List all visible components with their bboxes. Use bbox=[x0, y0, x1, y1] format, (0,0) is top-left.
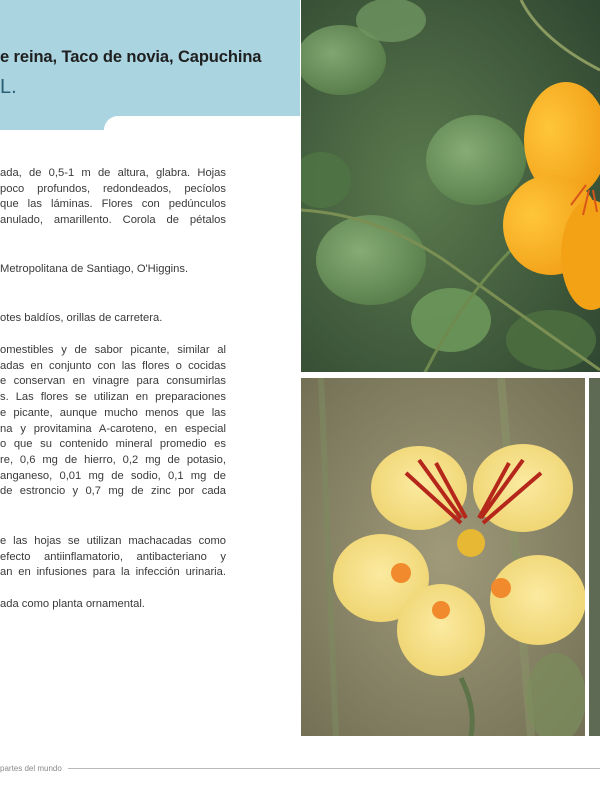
medicinal-paragraph bbox=[0, 534, 226, 581]
text-line: ada como planta ornamental. bbox=[0, 598, 145, 610]
nasturtium-yellow-photo bbox=[301, 378, 585, 736]
footer-text: partes del mundo bbox=[0, 764, 62, 773]
text-line: anganeso, 0,01 mg de sodio, 0,1 mg de bbox=[0, 469, 226, 482]
text-line: efecto antiinflamatorio, antibacteriano y bbox=[0, 550, 226, 563]
footer-divider bbox=[68, 768, 600, 769]
text-line: e picante, aunque mucho menos que las bbox=[0, 406, 226, 419]
text-line: o que su contenido mineral promedio es bbox=[0, 438, 226, 451]
nasturtium-orange-photo bbox=[301, 0, 600, 372]
text-line: s. Las flores se utilizan en preparaciones bbox=[0, 391, 226, 404]
text-line: adas en conjunto con las flores o cocidas bbox=[0, 359, 226, 372]
text-line: otes baldíos, orillas de carretera. bbox=[0, 312, 163, 324]
common-names-heading: e reina, Taco de novia, Capuchina bbox=[0, 48, 262, 66]
uses-paragraph bbox=[0, 343, 226, 500]
text-line: re, 0,6 mg de hierro, 0,2 mg de potasio, bbox=[0, 453, 226, 466]
partial-photo-edge bbox=[589, 378, 600, 736]
description-paragraph bbox=[0, 166, 226, 229]
text-line: poco profundos, redondeados, pecíolos bbox=[0, 182, 226, 195]
text-line: e conservan en vinagre para consumirlas bbox=[0, 375, 226, 388]
habitat-paragraph bbox=[0, 311, 226, 327]
text-line: na y provitamina A-caroteno, en especial bbox=[0, 422, 226, 435]
text-line: anulado, amarillento. Corola de pétalos bbox=[0, 214, 226, 227]
text-line: ada, de 0,5-1 m de altura, glabra. Hojas bbox=[0, 167, 226, 179]
title-band-cutout bbox=[104, 116, 300, 144]
scientific-name: L. bbox=[0, 76, 17, 98]
ornamental-paragraph bbox=[0, 597, 226, 613]
text-line: de estroncio y 0,7 mg de zinc por cada bbox=[0, 485, 226, 498]
text-line: Metropolitana de Santiago, O'Higgins. bbox=[0, 263, 189, 275]
text-line: omestibles y de sabor picante, similar al bbox=[0, 344, 226, 356]
text-line: an en infusiones para la infección urinaria. bbox=[0, 566, 226, 579]
text-line: que las láminas. Flores con pedúnculos bbox=[0, 198, 226, 211]
text-line: e las hojas se utilizan machacadas como bbox=[0, 535, 226, 547]
distribution-paragraph bbox=[0, 262, 226, 278]
